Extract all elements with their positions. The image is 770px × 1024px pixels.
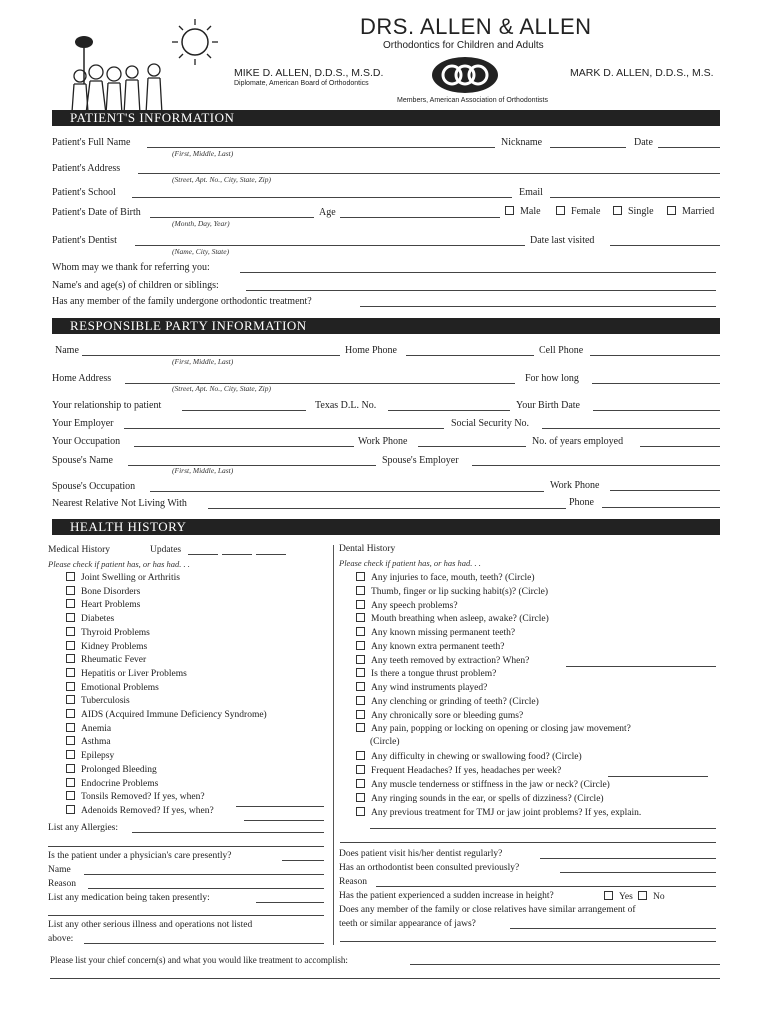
aao-logo xyxy=(430,55,500,95)
checkbox-icon xyxy=(613,206,622,215)
medical-item-label: Asthma xyxy=(81,737,111,748)
medical-item[interactable] xyxy=(66,641,147,652)
label-ssn: Social Security No. xyxy=(451,418,530,429)
dental-item-label: Any previous treatment for TMJ or jaw joint problems? If yes, explain. xyxy=(371,808,642,818)
checkbox-icon xyxy=(356,696,365,705)
field-years-employed[interactable] xyxy=(640,446,720,447)
field-chief-concern[interactable] xyxy=(410,964,720,965)
label-occupation: Your Occupation xyxy=(52,436,121,447)
medical-item-label: Adenoids Removed? If yes, when? xyxy=(81,805,214,816)
medical-item[interactable] xyxy=(66,778,158,789)
field-physician-name[interactable] xyxy=(84,874,324,875)
medical-item-label: Emotional Problems xyxy=(81,682,159,693)
medical-item-label: Epilepsy xyxy=(81,751,115,762)
medical-item-label: Endocrine Problems xyxy=(81,778,159,789)
medical-item-label: Joint Swelling or Arthritis xyxy=(81,573,180,583)
checkbox-icon xyxy=(356,710,365,719)
checkbox-icon xyxy=(66,668,75,677)
field-last-visited[interactable] xyxy=(610,245,720,246)
checkbox-icon xyxy=(66,599,75,608)
label-rp-name: Name xyxy=(55,345,79,356)
hint-rp-name: (First, Middle, Last) xyxy=(172,357,234,366)
dental-item[interactable] xyxy=(356,600,458,611)
field-how-long[interactable] xyxy=(592,383,720,384)
field-update-3[interactable] xyxy=(256,554,286,555)
medical-item[interactable] xyxy=(66,668,187,679)
section-bar-patient xyxy=(52,110,720,126)
medical-item-label: Prolonged Bleeding xyxy=(81,764,157,775)
field-phone[interactable] xyxy=(602,507,720,508)
label-how-long: For how long xyxy=(525,373,579,384)
field-ortho-consulted[interactable] xyxy=(560,872,716,873)
medical-item[interactable] xyxy=(66,723,111,734)
field-email[interactable] xyxy=(550,197,720,198)
checkbox-icon xyxy=(66,709,75,718)
dental-item[interactable] xyxy=(356,751,582,762)
checkbox-icon xyxy=(66,695,75,704)
checkbox-icon xyxy=(66,641,75,650)
dental-item[interactable] xyxy=(356,586,548,597)
field-adenoids-when[interactable] xyxy=(244,820,324,821)
checkbox-icon xyxy=(356,765,365,774)
field-physician-reason[interactable] xyxy=(88,888,324,889)
label-employer: Your Employer xyxy=(52,418,114,429)
dental-item[interactable] xyxy=(356,613,549,624)
field-birth-date[interactable] xyxy=(593,410,720,411)
field-patient-address[interactable] xyxy=(138,173,720,174)
dental-instruction: Please check if patient has, or has had. . . xyxy=(339,558,481,568)
medical-item-label: Bone Disorders xyxy=(81,586,141,597)
label-illness-1: List any other serious illness and operations not listed xyxy=(48,920,253,930)
dental-item[interactable] xyxy=(356,668,496,679)
checkbox-icon xyxy=(604,891,613,900)
field-rp-name[interactable] xyxy=(82,355,340,356)
medical-item-label: Tonsils Removed? If yes, when? xyxy=(81,792,205,803)
label-physician: Is the patient under a physician's care presently? xyxy=(48,851,232,861)
label-dob: Patient's Date of Birth xyxy=(52,207,141,218)
checkbox-icon xyxy=(356,793,365,802)
updates-label: Updates xyxy=(150,545,182,555)
checkbox-icon xyxy=(66,736,75,745)
label-relationship: Your relationship to patient xyxy=(52,400,162,411)
medical-item-label: Rheumatic Fever xyxy=(81,655,147,666)
field-headaches-per-week[interactable] xyxy=(608,776,708,777)
field-dentist[interactable] xyxy=(135,245,525,246)
label-home-phone: Home Phone xyxy=(345,345,397,356)
doctor1-name: MIKE D. ALLEN, D.D.S., M.S.D. xyxy=(234,67,384,79)
label-age: Age xyxy=(319,207,336,218)
field-nearest-relative[interactable] xyxy=(208,508,566,509)
medical-item[interactable] xyxy=(66,627,150,638)
dental-item-label: Any known missing permanent teeth? xyxy=(371,628,516,638)
field-similar[interactable] xyxy=(510,928,716,929)
medical-heading: Medical History xyxy=(48,545,111,555)
label-patient-address: Patient's Address xyxy=(52,163,121,174)
checkbox-icon xyxy=(66,572,75,581)
field-spouse-employer[interactable] xyxy=(472,465,720,466)
checkbox-icon xyxy=(66,791,75,800)
medical-item-label: Thyroid Problems xyxy=(81,627,150,638)
label-nickname: Nickname xyxy=(501,137,543,148)
medical-item-label: Hepatitis or Liver Problems xyxy=(81,668,187,679)
label-physician-name: Name xyxy=(48,865,71,875)
medical-item[interactable] xyxy=(66,709,267,720)
dental-item-label: Any known extra permanent teeth? xyxy=(371,642,505,652)
dental-item-label: Mouth breathing when asleep, awake? (Circle) xyxy=(371,614,549,624)
label-dl: Texas D.L. No. xyxy=(315,400,377,411)
label-ortho-consulted: Has an orthodontist been consulted previously? xyxy=(339,863,520,873)
checkbox-icon xyxy=(66,682,75,691)
field-allergies[interactable] xyxy=(132,832,324,833)
label-illness-2: above: xyxy=(48,934,74,944)
dental-item[interactable] xyxy=(356,793,604,804)
label-years-employed: No. of years employed xyxy=(532,436,624,447)
label-date: Date xyxy=(634,137,653,148)
field-spouse-occupation[interactable] xyxy=(150,491,544,492)
medical-item[interactable] xyxy=(66,805,214,816)
label-work-phone: Work Phone xyxy=(358,436,408,447)
medical-item-label: Anemia xyxy=(81,723,112,734)
doctor1-note: Diplomate, American Board of Orthodontics xyxy=(234,80,369,87)
dental-item-label: Any ringing sounds in the ear, or spells of dizziness? (Circle) xyxy=(371,794,604,804)
section-title-health: HEALTH HISTORY xyxy=(70,519,187,534)
label-spouse-employer: Spouse's Employer xyxy=(382,455,459,466)
dental-item[interactable] xyxy=(356,627,515,638)
dental-item-label: Any injuries to face, mouth, teeth? (Circle) xyxy=(371,573,535,583)
label-spouse-work-phone: Work Phone xyxy=(550,480,600,491)
medical-instruction: Please check if patient has, or has had. . . xyxy=(48,559,190,569)
checkbox-icon xyxy=(505,206,514,215)
label-female: Female xyxy=(571,206,601,217)
label-full-name: Patient's Full Name xyxy=(52,137,131,148)
checkbox-single[interactable] xyxy=(613,206,654,217)
field-relationship[interactable] xyxy=(182,410,306,411)
field-family-ortho[interactable] xyxy=(360,306,716,307)
medical-item[interactable] xyxy=(66,682,159,693)
dental-heading: Dental History xyxy=(339,544,396,554)
label-referral: Whom may we thank for referring you: xyxy=(52,262,210,273)
field-tmj-explain-2[interactable] xyxy=(340,842,716,843)
header-illustration xyxy=(62,14,222,122)
checkbox-icon xyxy=(638,891,647,900)
label-phone: Phone xyxy=(569,497,594,508)
dental-item-label: Any difficulty in chewing or swallowing food? (Circle) xyxy=(371,752,582,762)
field-referral[interactable] xyxy=(240,272,716,273)
checkbox-icon xyxy=(356,807,365,816)
field-dob[interactable] xyxy=(150,217,314,218)
hint-home-address: (Street, Apt. No., City, State, Zip) xyxy=(172,384,271,393)
medical-item[interactable] xyxy=(66,572,180,583)
checkbox-icon xyxy=(356,779,365,788)
checkbox-icon xyxy=(66,654,75,663)
hint-patient-address: (Street, Apt. No., City, State, Zip) xyxy=(172,175,271,184)
dental-item-label: Any clenching or grinding of teeth? (Circle) xyxy=(371,697,539,707)
field-occupation[interactable] xyxy=(134,446,354,447)
label-spouse-name: Spouse's Name xyxy=(52,455,113,466)
label-cell-phone: Cell Phone xyxy=(539,345,584,356)
doctor2-name: MARK D. ALLEN, D.D.S., M.S. xyxy=(570,67,714,79)
checkbox-icon xyxy=(66,613,75,622)
dental-item[interactable] xyxy=(356,641,504,652)
dental-item-label: Any speech problems? xyxy=(371,601,458,611)
hint-spouse-name: (First, Middle, Last) xyxy=(172,466,234,475)
label-birth-date: Your Birth Date xyxy=(516,400,580,411)
checkbox-icon xyxy=(356,655,365,664)
label-physician-reason: Reason xyxy=(48,879,76,889)
medical-item[interactable] xyxy=(66,695,130,706)
field-illness[interactable] xyxy=(84,943,324,944)
checkbox-icon xyxy=(356,627,365,636)
field-cell-phone[interactable] xyxy=(590,355,720,356)
checkbox-married[interactable] xyxy=(667,206,714,217)
label-dental-reason: Reason xyxy=(339,877,367,887)
section-bar-responsible xyxy=(52,318,720,334)
checkbox-icon xyxy=(66,723,75,732)
label-dentist-regular: Does patient visit his/her dentist regularly? xyxy=(339,849,503,859)
medical-item[interactable] xyxy=(66,586,140,597)
medical-item-label: Heart Problems xyxy=(81,600,141,611)
checkbox-icon xyxy=(66,778,75,787)
checkbox-icon xyxy=(556,206,565,215)
practice-subtitle: Orthodontics for Children and Adults xyxy=(383,40,544,51)
label-chief-concern: Please list your chief concern(s) and what you would like treatment to accomplish: xyxy=(50,955,348,965)
checkbox-female[interactable] xyxy=(556,206,600,217)
medical-item[interactable] xyxy=(66,750,114,761)
field-ssn[interactable] xyxy=(542,428,720,429)
dental-item[interactable] xyxy=(356,807,641,818)
dental-item[interactable] xyxy=(356,765,561,776)
checkbox-icon xyxy=(66,764,75,773)
checkbox-icon xyxy=(66,586,75,595)
dental-item-label: Any muscle tenderness or stiffness in the jaw or neck? (Circle) xyxy=(371,780,610,790)
dental-item[interactable] xyxy=(356,682,487,693)
checkbox-icon xyxy=(356,600,365,609)
medical-item-label: AIDS (Acquired Immune Deficiency Syndrome) xyxy=(81,710,267,720)
dental-item-label: Is there a tongue thrust problem? xyxy=(371,669,497,679)
checkbox-icon xyxy=(356,751,365,760)
dental-item[interactable] xyxy=(356,696,539,707)
dental-item[interactable] xyxy=(356,572,535,583)
label-nearest-relative: Nearest Relative Not Living With xyxy=(52,498,187,509)
label-last-visited: Date last visited xyxy=(530,235,595,246)
label-yes: Yes xyxy=(619,892,633,902)
section-title-responsible: RESPONSIBLE PARTY INFORMATION xyxy=(70,318,307,333)
field-allergies-2[interactable] xyxy=(48,846,324,847)
label-allergies: List any Allergies: xyxy=(48,823,119,833)
checkbox-icon xyxy=(356,572,365,581)
field-update-1[interactable] xyxy=(188,554,218,555)
field-chief-concern-2[interactable] xyxy=(50,978,720,979)
checkbox-icon xyxy=(66,750,75,759)
checkbox-male[interactable] xyxy=(505,206,541,217)
label-single: Single xyxy=(628,206,654,217)
field-home-phone[interactable] xyxy=(406,355,534,356)
medical-item[interactable] xyxy=(66,613,114,624)
field-spouse-work-phone[interactable] xyxy=(610,490,720,491)
label-school: Patient's School xyxy=(52,187,116,198)
dental-item[interactable] xyxy=(356,710,523,721)
label-height: Has the patient experienced a sudden increase in height? xyxy=(339,891,554,901)
dental-item-label: Any pain, popping or locking on opening or closing jaw movement? xyxy=(371,724,631,734)
checkbox-icon xyxy=(667,206,676,215)
field-date[interactable] xyxy=(658,147,720,148)
field-employer[interactable] xyxy=(124,428,444,429)
label-no: No xyxy=(653,892,665,902)
medical-item[interactable] xyxy=(66,654,146,665)
label-male: Male xyxy=(520,206,541,217)
field-update-2[interactable] xyxy=(222,554,252,555)
field-work-phone[interactable] xyxy=(418,446,526,447)
section-title-patient: PATIENT'S INFORMATION xyxy=(70,110,235,125)
field-physician[interactable] xyxy=(282,860,324,861)
field-medication-2[interactable] xyxy=(48,915,324,916)
column-divider xyxy=(333,545,334,945)
dental-item-label: Frequent Headaches? If yes, headaches per week? xyxy=(371,766,562,776)
dental-item[interactable] xyxy=(356,723,631,734)
label-similar-1: Does any member of the family or close relatives have similar arrangement of xyxy=(339,905,636,915)
medical-item-label: Tuberculosis xyxy=(81,696,130,707)
checkbox-icon xyxy=(356,586,365,595)
field-nickname[interactable] xyxy=(550,147,626,148)
checkbox-icon xyxy=(356,682,365,691)
field-extraction-when[interactable] xyxy=(566,666,716,667)
checkbox-icon xyxy=(356,613,365,622)
field-school[interactable] xyxy=(132,197,512,198)
section-bar-health xyxy=(52,519,720,535)
label-dentist: Patient's Dentist xyxy=(52,235,117,246)
medical-item[interactable] xyxy=(66,599,140,610)
checkbox-icon xyxy=(356,668,365,677)
hint-dentist: (Name, City, State) xyxy=(172,247,230,256)
dental-item[interactable] xyxy=(356,655,529,666)
membership-note: Members, American Association of Orthodontists xyxy=(397,97,548,104)
hint-dob: (Month, Day, Year) xyxy=(172,219,230,228)
field-spouse-name[interactable] xyxy=(128,465,376,466)
label-similar-2: teeth or similar appearance of jaws? xyxy=(339,919,476,929)
field-age[interactable] xyxy=(340,217,500,218)
children-sun-logo xyxy=(62,14,222,122)
field-dental-reason[interactable] xyxy=(376,886,716,887)
dental-item[interactable] xyxy=(356,779,610,790)
field-similar-2[interactable] xyxy=(340,941,716,942)
checkbox-icon xyxy=(356,641,365,650)
label-medication: List any medication being taken presently: xyxy=(48,893,210,903)
label-home-address: Home Address xyxy=(52,373,112,384)
dental-item-label: Any wind instruments played? xyxy=(371,683,488,693)
label-siblings: Name's and age(s) of children or siblings: xyxy=(52,280,219,291)
medical-item[interactable] xyxy=(66,764,157,775)
medical-item-label: Kidney Problems xyxy=(81,641,148,652)
practice-title: DRS. ALLEN & ALLEN xyxy=(360,14,592,39)
medical-item[interactable] xyxy=(66,736,111,747)
label-married: Married xyxy=(682,206,715,217)
label-email: Email xyxy=(519,187,543,198)
label-spouse-occupation: Spouse's Occupation xyxy=(52,481,136,492)
checkbox-icon xyxy=(66,627,75,636)
field-tmj-explain[interactable] xyxy=(370,828,716,829)
dental-item-label: Any teeth removed by extraction? When? xyxy=(371,656,530,666)
label-jaw-circle: (Circle) xyxy=(370,737,400,747)
aao-logo-icon xyxy=(430,55,500,95)
field-siblings[interactable] xyxy=(246,290,716,291)
medical-item-label: Diabetes xyxy=(81,614,115,625)
field-dentist-regular[interactable] xyxy=(540,858,716,859)
checkbox-height-yes[interactable] xyxy=(604,891,633,902)
label-family-ortho: Has any member of the family undergone orthodontic treatment? xyxy=(52,296,312,307)
dental-item-label: Thumb, finger or lip sucking habit(s)? (Circle) xyxy=(371,587,549,597)
field-dl[interactable] xyxy=(388,410,510,411)
dental-item-label: Any chronically sore or bleeding gums? xyxy=(371,711,524,721)
checkbox-icon xyxy=(66,805,75,814)
field-full-name[interactable] xyxy=(147,147,495,148)
field-medication[interactable] xyxy=(256,902,324,903)
medical-item[interactable] xyxy=(66,791,205,802)
hint-full-name: (First, Middle, Last) xyxy=(172,149,234,158)
field-tonsils-when[interactable] xyxy=(236,806,324,807)
checkbox-height-no[interactable] xyxy=(638,891,665,902)
checkbox-icon xyxy=(356,723,365,732)
